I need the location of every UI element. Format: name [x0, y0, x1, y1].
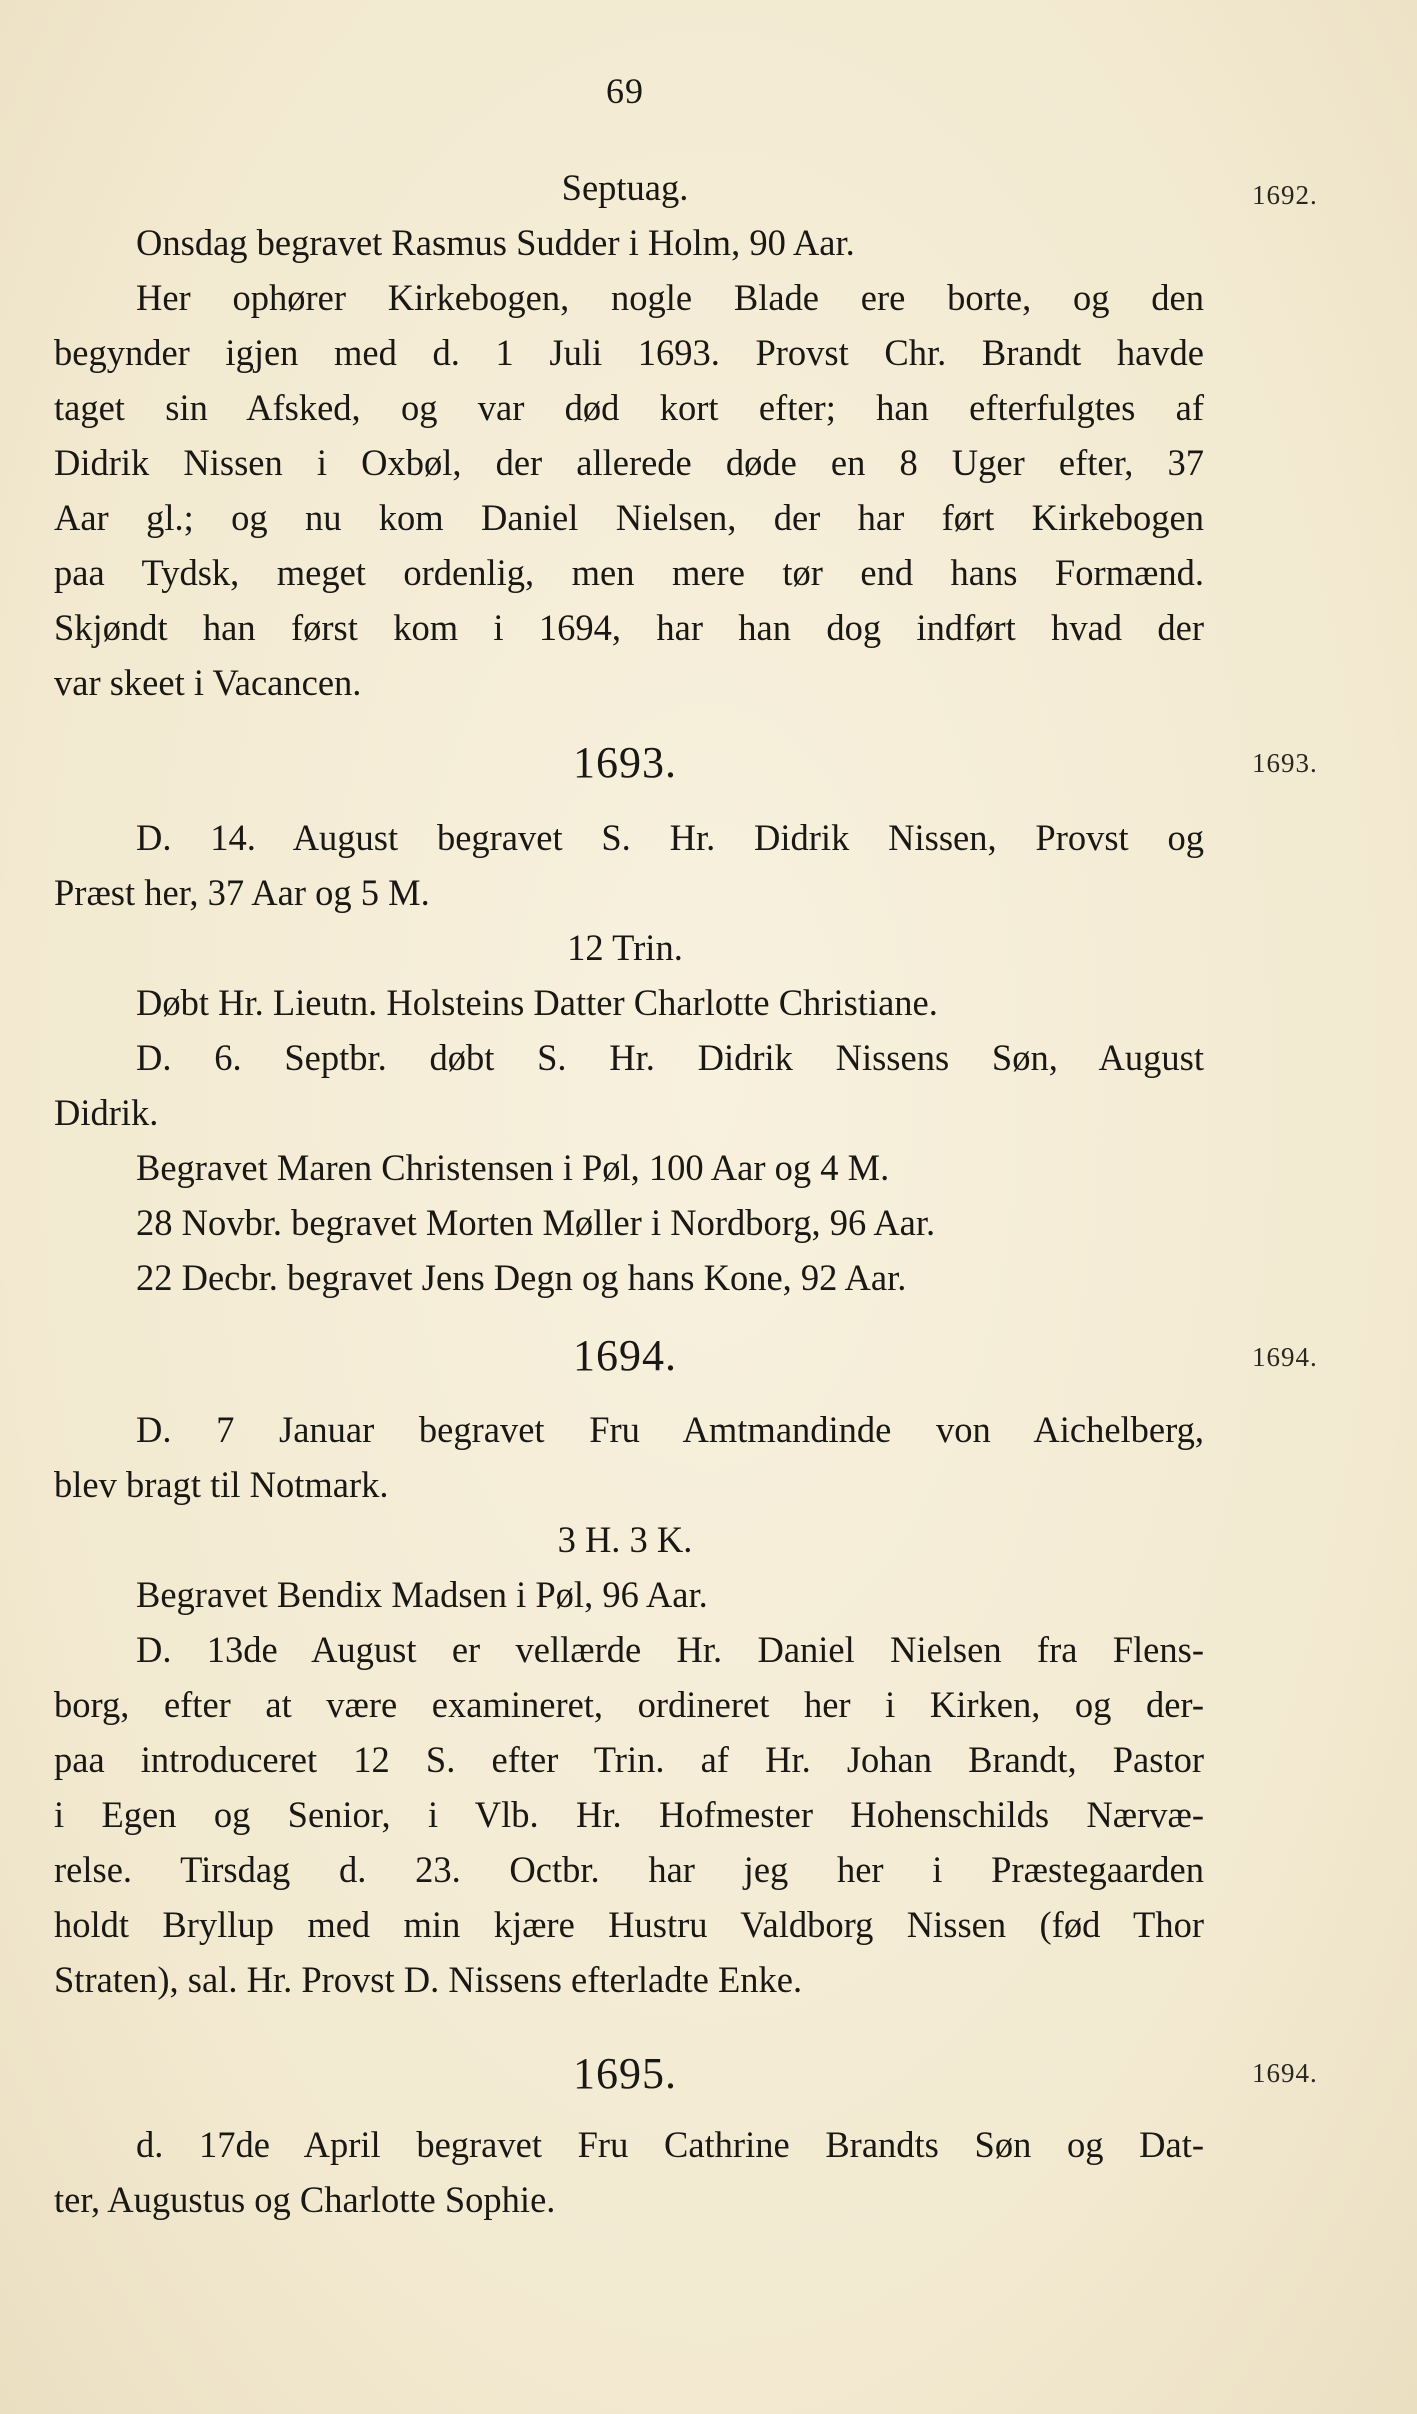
text-line: Skjøndt han først kom i 1694, har han dog indført hvad der — [54, 607, 1204, 648]
text-line: Begravet Maren Christensen i Pøl, 100 Aar og 4 M. — [136, 1147, 890, 1188]
text-line: holdt Bryllup med min kjære Hustru Valdborg Nissen (fød Thor — [54, 1904, 1204, 1945]
heading-septuag: Septuag. — [561, 167, 689, 208]
text-line: taget sin Afsked, og var død kort efter; han efterfulgtes af — [54, 387, 1204, 428]
margin-year-1692: 1692. — [1252, 180, 1318, 210]
year-heading-1694: 1694. — [573, 1331, 677, 1380]
text-line: i Egen og Senior, i Vlb. Hr. Hofmester Hohenschilds Nærvæ- — [54, 1794, 1204, 1835]
text-line: Døbt Hr. Lieutn. Holsteins Datter Charlotte Christiane. — [136, 982, 938, 1023]
margin-year-1694: 1694. — [1252, 1342, 1318, 1372]
page-number: 69 — [606, 71, 644, 111]
margin-year-1693: 1693. — [1252, 748, 1318, 778]
text-line: D. 7 Januar begravet Fru Amtmandinde von Aichelberg, — [136, 1409, 1204, 1450]
year-heading-1695: 1695. — [573, 2049, 677, 2098]
text-line: blev bragt til Notmark. — [54, 1464, 389, 1505]
text-line: relse. Tirsdag d. 23. Octbr. har jeg her i Præstegaarden — [54, 1849, 1204, 1890]
text-line: var skeet i Vacancen. — [54, 662, 362, 703]
text-line: Didrik. — [54, 1092, 159, 1133]
text-line: Præst her, 37 Aar og 5 M. — [54, 872, 430, 913]
text-line: 22 Decbr. begravet Jens Degn og hans Kone, 92 Aar. — [136, 1257, 907, 1298]
text-line: d. 17de April begravet Fru Cathrine Brandts Søn og Dat- — [136, 2124, 1204, 2165]
text-line: D. 6. Septbr. døbt S. Hr. Didrik Nissens Søn, August — [136, 1037, 1204, 1078]
text-line: D. 14. August begravet S. Hr. Didrik Nissen, Provst og — [136, 817, 1204, 858]
margin-year-1695: 1694. — [1252, 2058, 1318, 2088]
text-line: Didrik Nissen i Oxbøl, der allerede døde en 8 Uger efter, 37 — [54, 442, 1204, 483]
text-line: ter, Augustus og Charlotte Sophie. — [54, 2179, 556, 2220]
text-line: borg, efter at være examineret, ordineret her i Kirken, og der- — [54, 1684, 1204, 1725]
text-line: paa Tydsk, meget ordenlig, men mere tør end hans Formænd. — [54, 552, 1204, 593]
year-heading-1693: 1693. — [573, 738, 677, 787]
text-line: Her ophører Kirkebogen, nogle Blade ere borte, og den — [136, 277, 1204, 318]
text-line: Straten), sal. Hr. Provst D. Nissens efterladte Enke. — [54, 1959, 803, 2000]
text-line: 3 H. 3 K. — [557, 1519, 693, 1560]
text-line: Begravet Bendix Madsen i Pøl, 96 Aar. — [136, 1574, 708, 1615]
text-line: Onsdag begravet Rasmus Sudder i Holm, 90 Aar. — [136, 222, 855, 263]
text-line: 12 Trin. — [567, 927, 683, 968]
text-line: paa introduceret 12 S. efter Trin. af Hr. Johan Brandt, Pastor — [54, 1739, 1204, 1780]
text-line: 28 Novbr. begravet Morten Møller i Nordborg, 96 Aar. — [136, 1202, 936, 1243]
text-line: D. 13de August er vellærde Hr. Daniel Nielsen fra Flens- — [136, 1629, 1204, 1670]
text-line: begynder igjen med d. 1 Juli 1693. Provst Chr. Brandt havde — [54, 332, 1204, 373]
text-line: Aar gl.; og nu kom Daniel Nielsen, der har ført Kirkebogen — [54, 497, 1204, 538]
